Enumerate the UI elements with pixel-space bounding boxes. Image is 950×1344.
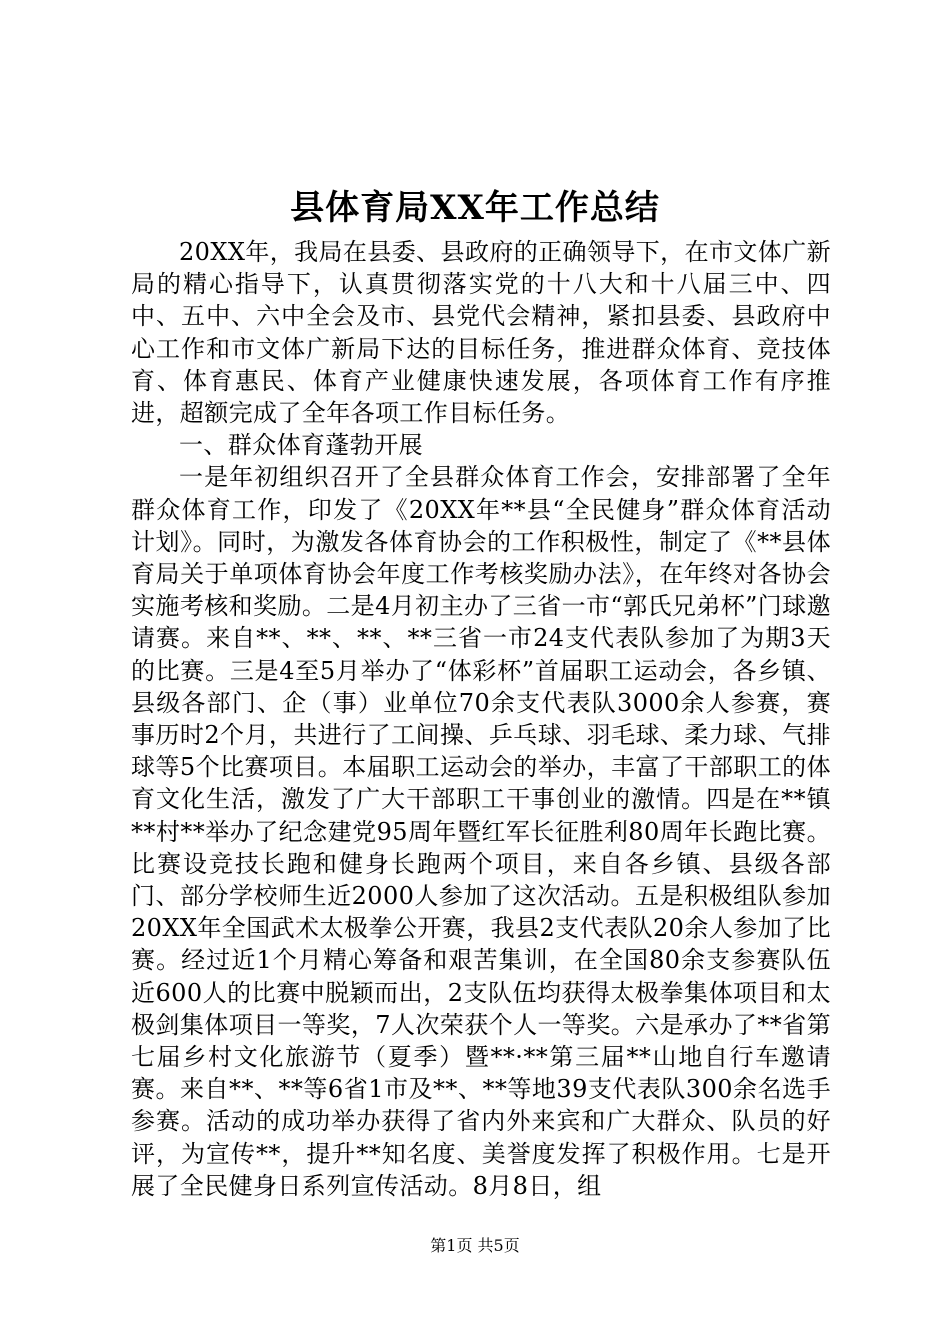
body-paragraph: 一是年初组织召开了全县群众体育工作会，安排部署了全年群众体育工作，印发了《20XX年**县“全民健身”群众体育活动计划》。同时，为激发各体育协会的工作积极性，制定了《**县体育局关于单项体育协会年度工作考核奖励办法》，在年终对各协会实施考核和奖励。二是4月初主办了三省一市“郭氏兄弟杯”门球邀请赛。来自**、**、**、**三省一市24支代表队参加了为期3天的比赛。三是4至5月举办了“体彩杯”首届职工运动会，各乡镇、县级各部门、企（事）业单位70余支代表队3000余人参赛，赛事历时2个月，共进行了工间操、乒乓球、羽毛球、柔力球、气排球等5个比赛项目。本届职工运动会的举办，丰富了干部职工的体育文化生活，激发了广大干部职工干事创业的激情。四是在**镇**村**举办了纪念建党95周年暨红军长征胜利80周年长跑比赛。比赛设竞技长跑和健身长跑两个项目，来自各乡镇、县级各部门、部分学校师生近2000人参加了这次活动。五是积极组队参加20XX年全国武术太极拳公开赛，我县2支代表队20余人参加了比赛。经过近1个月精心筹备和艰苦集训，在全国80余支参赛队伍近600人的比赛中脱颖而出，2支队伍均获得太极拳集体项目和太极剑集体项目一等奖，7人次荣获个人一等奖。六是承办了**省第七届乡村文化旅游节（夏季）暨**·**第三届**山地自行车邀请赛。来自**、**等6省1市及**、**等地39支代表队300余名选手参赛。活动的成功举办获得了省内外来宾和广大群众、队员的好评，为宣传**，提升**知名度、美誉度发挥了积极作用。七是开展了全民健身日系列宣传活动。8月8日，组: [131, 463, 831, 1200]
page-number: 第1页 共5页: [430, 1236, 520, 1255]
section-heading: 一、群众体育蓬勃开展: [179, 431, 423, 460]
intro-paragraph: 20XX年，我局在县委、县政府的正确领导下，在市文体广新局的精心指导下，认真贯彻落实党的十八大和十八届三中、四中、五中、六中全会及市、县党代会精神，紧扣县委、县政府中心工作和市文体广新局下达的目标任务，推进群众体育、竞技体育、体育惠民、体育产业健康快速发展，各项体育工作有序推进，超额完成了全年各项工作目标任务。: [131, 238, 831, 428]
document-body: [131, 236, 831, 1202]
document-title: 县体育局XX年工作总结: [290, 188, 660, 228]
